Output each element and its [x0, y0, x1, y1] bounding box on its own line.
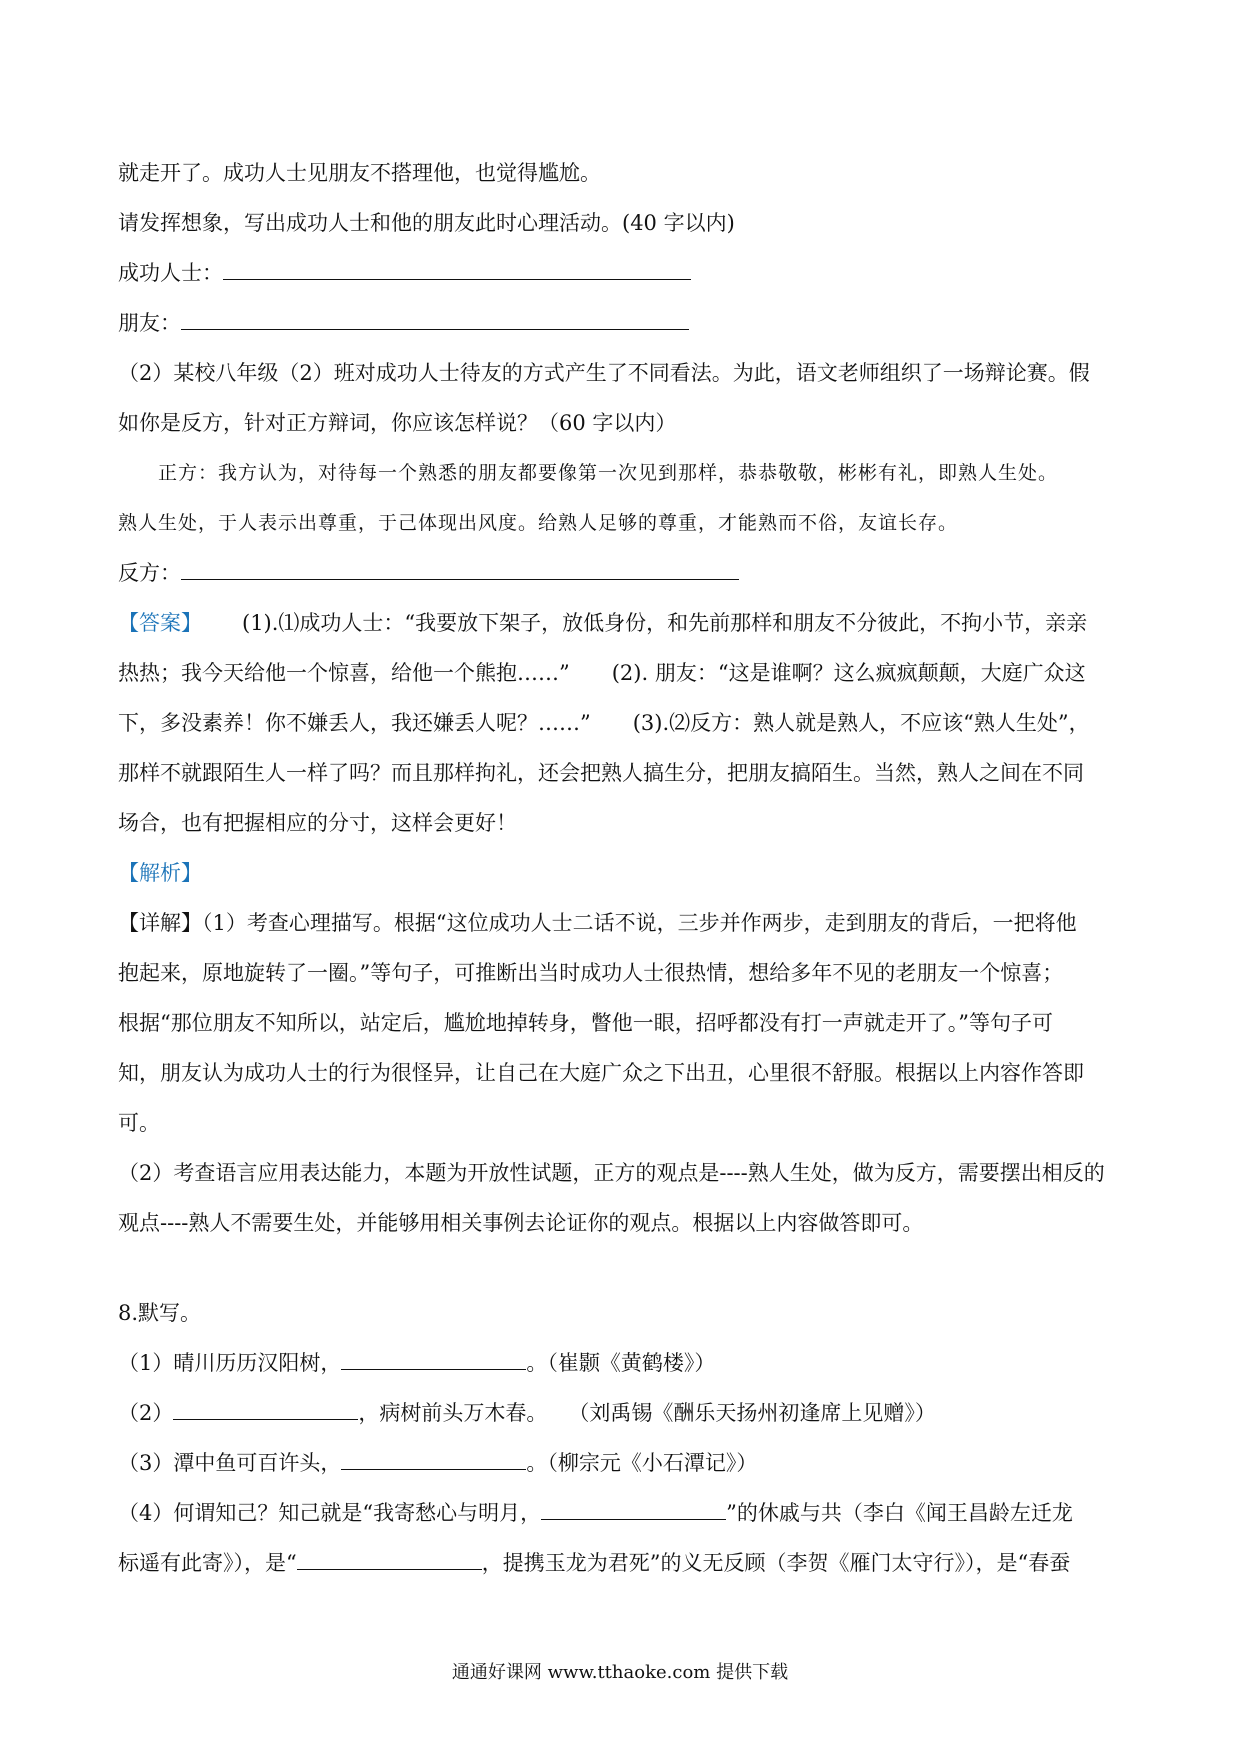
label-con: 反方： [118, 561, 181, 585]
analysis-tag: 【解析】 [118, 861, 202, 885]
blank-q8-1[interactable] [341, 1349, 526, 1370]
answer-line-con [118, 558, 1128, 588]
q8-item-2 [118, 1398, 1128, 1428]
q8-item-1-prefix: （1）晴川历历汉阳树， [118, 1351, 342, 1375]
analysis-line-1: 【详解】（1）考查心理描写。根据“这位成功人士二话不说，三步并作两步，走到朋友的背后，一把将他 [118, 911, 1077, 935]
analysis-line-3: 根据“那位朋友不知所以，站定后，尴尬地掉转身，瞥他一眼，招呼都没有打一声就走开了。”等句子可 [118, 1011, 1053, 1035]
q8-item-4-continued [118, 1548, 1128, 1578]
analysis-line-6: （2）考查语言应用表达能力，本题为开放性试题，正方的观点是----熟人生处，做为反方，需要摆出相反的 [118, 1161, 1105, 1185]
label-success-person: 成功人士： [118, 261, 223, 285]
label-friend: 朋友： [118, 311, 181, 335]
analysis-line-7: 观点----熟人不需要生处，并能够用相关事例去论证你的观点。根据以上内容做答即可。 [118, 1211, 924, 1235]
q8-item-3 [118, 1448, 1128, 1478]
blank-friend[interactable] [181, 309, 689, 330]
blank-q8-4a[interactable] [541, 1499, 726, 1520]
prompt-psychology: 请发挥想象，写出成功人士和他的朋友此时心理活动。(40 字以内) [118, 211, 735, 235]
blank-q8-4b[interactable] [297, 1549, 482, 1570]
answer-line-friend [118, 308, 1128, 338]
analysis-line-5: 可。 [118, 1111, 160, 1135]
q8-item-3-prefix: （3）潭中鱼可百许头， [118, 1451, 342, 1475]
sub-question-2-line-1: （2）某校八年级（2）班对成功人士待友的方式产生了不同看法。为此，语文老师组织了一场辩论赛。假 [118, 361, 1090, 385]
question-8-title: 8.默写。 [118, 1301, 202, 1325]
blank-q8-3[interactable] [341, 1449, 526, 1470]
pro-argument-line-1: 正方：我方认为，对待每一个熟悉的朋友都要像第一次见到那样，恭恭敬敬，彬彬有礼，即熟人生处。 [158, 462, 1059, 484]
blank-con[interactable] [181, 559, 739, 580]
q8-item-4-prefix: （4）何谓知己？知己就是“我寄愁心与明月， [118, 1501, 542, 1525]
answer-line-5: 场合，也有把握相应的分寸，这样会更好！ [118, 811, 517, 835]
answer-line-success [118, 258, 1128, 288]
blank-q8-2[interactable] [173, 1399, 358, 1420]
q8-item-3-suffix: 。（柳宗元《小石潭记》） [526, 1451, 758, 1475]
pro-argument-line-2: 熟人生处，于人表示出尊重，于己体现出风度。给熟人足够的尊重，才能熟而不俗，友谊长存。 [118, 512, 959, 534]
blank-success-person[interactable] [223, 259, 691, 280]
q8-item-4b-prefix: 标遥有此寄》），是“ [118, 1551, 297, 1575]
answer-line-4: 那样不就跟陌生人一样了吗？而且那样拘礼，还会把熟人搞生分，把朋友搞陌生。当然，熟人之间在不同 [118, 761, 1084, 785]
q8-item-2-prefix: （2） [118, 1401, 174, 1425]
answer-tag: 【答案】 [118, 611, 202, 635]
q8-item-1-suffix: 。（崔颢《黄鹤楼》） [526, 1351, 716, 1375]
story-continuation: 就走开了。成功人士见朋友不搭理他，也觉得尴尬。 [118, 161, 601, 185]
page-footer: 通通好课网 www.tthaoke.com 提供下载 [451, 1662, 789, 1683]
sub-question-2-line-2: 如你是反方，针对正方辩词，你应该怎样说？（60 字以内） [118, 411, 677, 435]
answer-line-2: 热热；我今天给他一个惊喜，给他一个熊抱……” (2). 朋友：“这是谁啊？这么疯疯颠颠，大庭广众这 [118, 661, 1086, 685]
analysis-line-2: 抱起来，原地旋转了一圈。”等句子，可推断出当时成功人士很热情，想给多年不见的老朋友一个惊喜； [118, 961, 1064, 985]
q8-item-4-suffix: ”的休戚与共（李白《闻王昌龄左迁龙 [726, 1501, 1073, 1525]
q8-item-2-suffix: ，病树前头万木春。 （刘禹锡《酬乐天扬州初逢席上见赠》） [358, 1401, 936, 1425]
answer-line-3: 下，多没素养！你不嫌丢人，我还嫌丢人呢？……” (3).⑵反方：熟人就是熟人，不应该“熟人生处”， [118, 711, 1090, 735]
q8-item-4 [118, 1498, 1128, 1528]
analysis-line-4: 知，朋友认为成功人士的行为很怪异，让自己在大庭广众之下出丑，心里很不舒服。根据以上内容作答即 [118, 1061, 1084, 1085]
q8-item-1 [118, 1348, 1128, 1378]
q8-item-4b-suffix: ，提携玉龙为君死”的义无反顾（李贺《雁门太守行》），是“春蚕 [481, 1551, 1071, 1575]
answer-text-1: (1).⑴成功人士：“我要放下架子，放低身份，和先前那样和朋友不分彼此，不拘小节，亲亲 [242, 611, 1088, 635]
answer-line-1 [118, 608, 1128, 638]
